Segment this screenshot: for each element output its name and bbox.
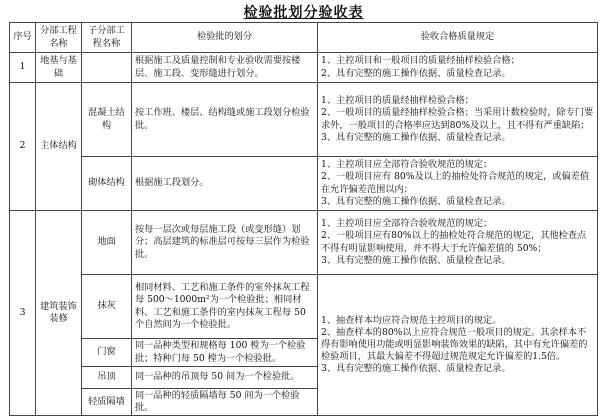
- header-criteria: 验收合格质量规定: [318, 23, 598, 53]
- table-row: [10, 83, 598, 157]
- row-seq: 2: [10, 83, 36, 211]
- table-row: [10, 275, 598, 339]
- row-sub-item: 砌体结构: [82, 157, 132, 211]
- row-division: 相同材料、工艺和施工条件的室外抹灰工程每 500～1000m²为一个检验批；相同材料、工艺和施工条件的室内抹灰工程每 50 个自然间为一个检验批。: [132, 275, 318, 339]
- row-division: 按每一层次或每层施工段（或变形缝）划分；高层建筑的标准层可按每三层作为检验批。: [132, 211, 318, 275]
- row-division: 按工作班、楼层、结构缝或施工段划分检验批。: [132, 83, 318, 157]
- criteria-line: 3、具有完整的施工操作依据、质量检查记录。: [321, 363, 511, 375]
- table-row: [10, 157, 598, 211]
- row-sub-item: 抹灰: [82, 275, 132, 339]
- criteria-line: 2、一般项目的质量经抽样检验合格；当采用计数检验时，除专门要求外，一般项目的合格率应达到80%及以上，且不得有严重缺陷；: [321, 107, 594, 131]
- header-sub-item: 子分部工程名称: [82, 23, 132, 53]
- row-sub-item: 轻质隔墙: [82, 389, 132, 416]
- row-seq: 1: [10, 53, 36, 83]
- criteria-line: 3、具有完整的施工操作依据、质量检查记录。: [321, 131, 511, 143]
- row-sub-item: 地面: [82, 211, 132, 275]
- row-division: 根据施工段划分。: [132, 157, 318, 211]
- criteria-line: 1、主控项目和一般项目的质量经抽样检验合格；: [321, 55, 520, 67]
- criteria-line: 3、具有完整的施工操作依据、质量检查记录。: [321, 254, 511, 266]
- row-criteria: [318, 157, 598, 211]
- row-division: 根据施工及质量控制和专业验收需要按楼层、施工段、变形缝进行划分。: [132, 53, 318, 83]
- row-sub-item-empty: [82, 53, 132, 83]
- row-sub-item: 门窗: [82, 339, 132, 367]
- row-criteria: [318, 83, 598, 157]
- criteria-line: 3、具有完整的施工操作依据、质量检查记录。: [321, 195, 511, 207]
- header-seq: 序号: [10, 23, 36, 53]
- criteria-line: 2、一般项目应有80%以上的抽检处符合规范的规定，其他检查点不得有明显影响使用，并不得大于允许偏差值的 50%；: [321, 230, 587, 254]
- criteria-line: 1、抽查样本均应符合规范主控项目的规定。: [321, 314, 502, 326]
- row-division: 同一品种的吊顶每 50 间为一个检验批。: [132, 367, 318, 389]
- criteria-line: 1、主控项目的质量经抽样检验合格；: [321, 95, 474, 107]
- row-division: 同一品种类型和规格每 100 樘为一个检验批；特种门每 50 樘为一个检验批。: [132, 339, 318, 367]
- row-seq: 3: [10, 211, 36, 416]
- header-row: [10, 23, 598, 53]
- criteria-line: 2、一般项目应有 80%及以上的抽检处符合规范的规定，或偏差值在允许偏差范围以内；: [321, 171, 590, 195]
- row-sub-item: 吊顶: [82, 367, 132, 389]
- criteria-line: 1、主控项目应全部符合验收规范的规定；: [321, 159, 493, 171]
- table-row: [10, 211, 598, 275]
- table-row: [10, 53, 598, 83]
- row-criteria: [318, 53, 598, 83]
- row-division: 同一品种的轻质隔墙每 50 间为一个检验批。: [132, 389, 318, 416]
- inspection-lot-table: [9, 22, 598, 416]
- row-criteria: [318, 211, 598, 275]
- criteria-line: 2、抽查样本的80%以上应符合规范一般项目的规定。其余样本不得有影响使用功能或明显影响装饰效果的缺陷，其中有允许偏差的检验项目，其最大偏差不得超过规范规定允许偏差的1.5倍。: [321, 326, 588, 363]
- row-criteria-shared: [318, 275, 598, 416]
- row-sub-item: 混凝土结构: [82, 83, 132, 157]
- row-sub-project: 建筑装饰装修: [36, 211, 82, 416]
- row-sub-project: 主体结构: [36, 83, 82, 211]
- header-division: 检验批的划分: [132, 23, 318, 53]
- criteria-line: 2、具有完整的施工操作依据、质量检查记录。: [321, 67, 511, 79]
- row-sub-project: 地基与基础: [36, 53, 82, 83]
- page-title: 检验批划分验收表: [243, 5, 364, 21]
- criteria-line: 1、主控项目应全部符合验收规范的规定；: [321, 218, 493, 230]
- header-sub-project: 分部工程名称: [36, 23, 82, 53]
